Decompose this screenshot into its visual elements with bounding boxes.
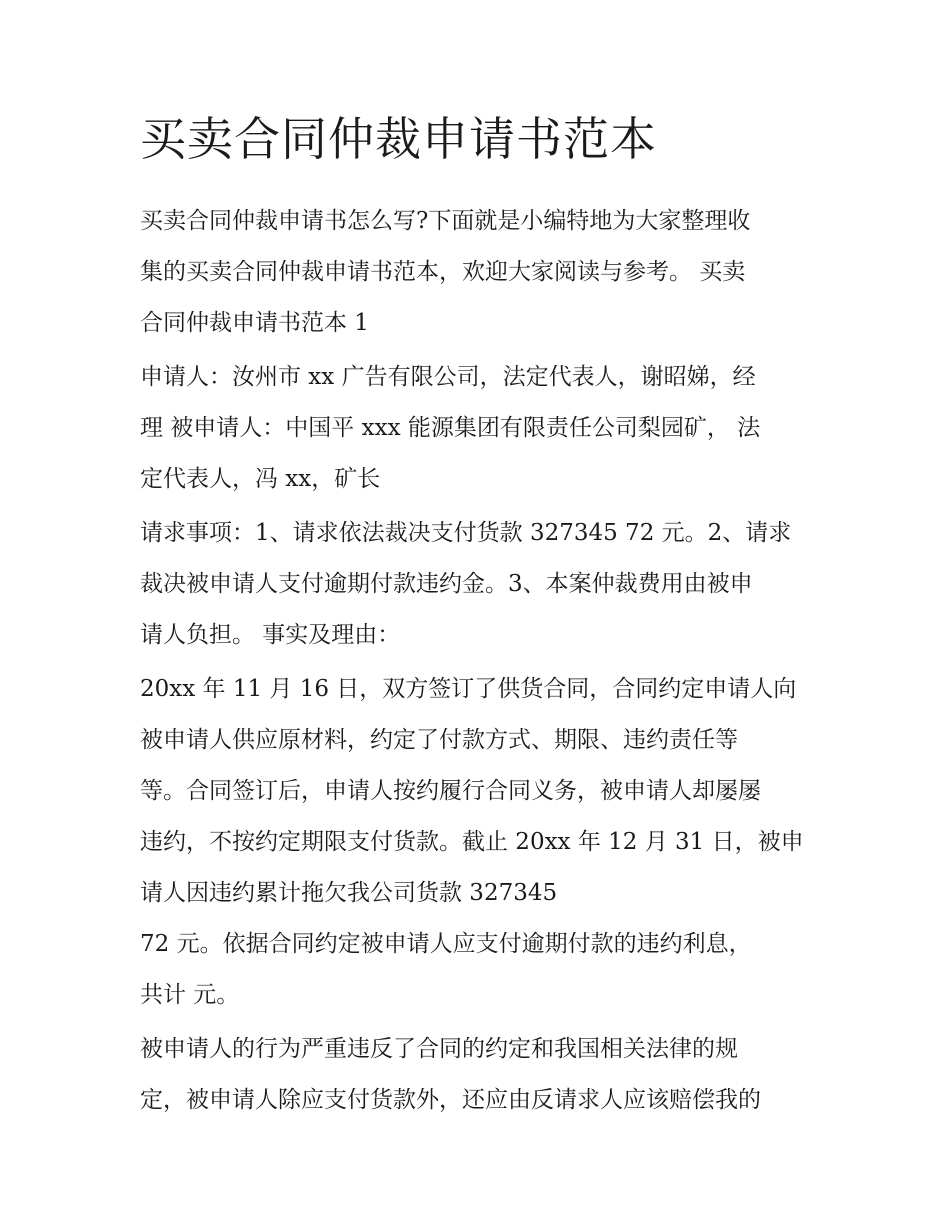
text-line: 被申请人供应原材料，约定了付款方式、期限、违约责任等 (140, 727, 738, 753)
text-line: 请人因违约累计拖欠我公司货款 327345 (140, 880, 558, 906)
text-line: 买卖合同仲裁申请书怎么写?下面就是小编特地为大家整理收 (140, 208, 751, 234)
paragraph-parties (140, 352, 830, 505)
text-line: 20xx 年 11 月 16 日，双方签订了供货合同，合同约定申请人向 (140, 676, 797, 702)
text-line: 定代表人，冯 xx，矿长 (140, 466, 381, 492)
text-line: 72 元。依据合同约定被申请人应支付逾期付款的违约利息， (140, 931, 752, 957)
paragraph-facts (140, 664, 830, 1021)
paragraph-claims (140, 508, 830, 661)
paragraph-intro (140, 196, 830, 349)
text-line: 理 被申请人：中国平 xxx 能源集团有限责任公司梨园矿， 法 (140, 415, 761, 441)
text-line: 申请人：汝州市 xx 广告有限公司，法定代表人，谢昭娣，经 (140, 364, 756, 390)
text-line: 合同仲裁申请书范本 1 (140, 310, 369, 336)
document-body (140, 196, 830, 1129)
text-line: 集的买卖合同仲裁申请书范本，欢迎大家阅读与参考。 买卖 (140, 259, 746, 285)
text-line: 被申请人的行为严重违反了合同的约定和我国相关法律的规 (140, 1036, 738, 1062)
text-line: 等。合同签订后，申请人按约履行合同义务，被申请人却屡屡 (140, 778, 761, 804)
text-line: 请求事项：1、请求依法裁决支付货款 327345 72 元。2、请求 (140, 520, 792, 546)
text-line: 定，被申请人除应支付货款外，还应由反请求人应该赔偿我的 (140, 1087, 761, 1113)
text-line: 共计 元。 (140, 982, 240, 1008)
paragraph-violation (140, 1024, 830, 1126)
text-line: 请人负担。 事实及理由： (140, 622, 401, 648)
document-title: 买卖合同仲裁申请书范本 (140, 112, 657, 166)
text-line: 违约，不按约定期限支付货款。截止 20xx 年 12 月 31 日，被申 (140, 829, 804, 855)
text-line: 裁决被申请人支付逾期付款违约金。3、本案仲裁费用由被申 (140, 571, 753, 597)
